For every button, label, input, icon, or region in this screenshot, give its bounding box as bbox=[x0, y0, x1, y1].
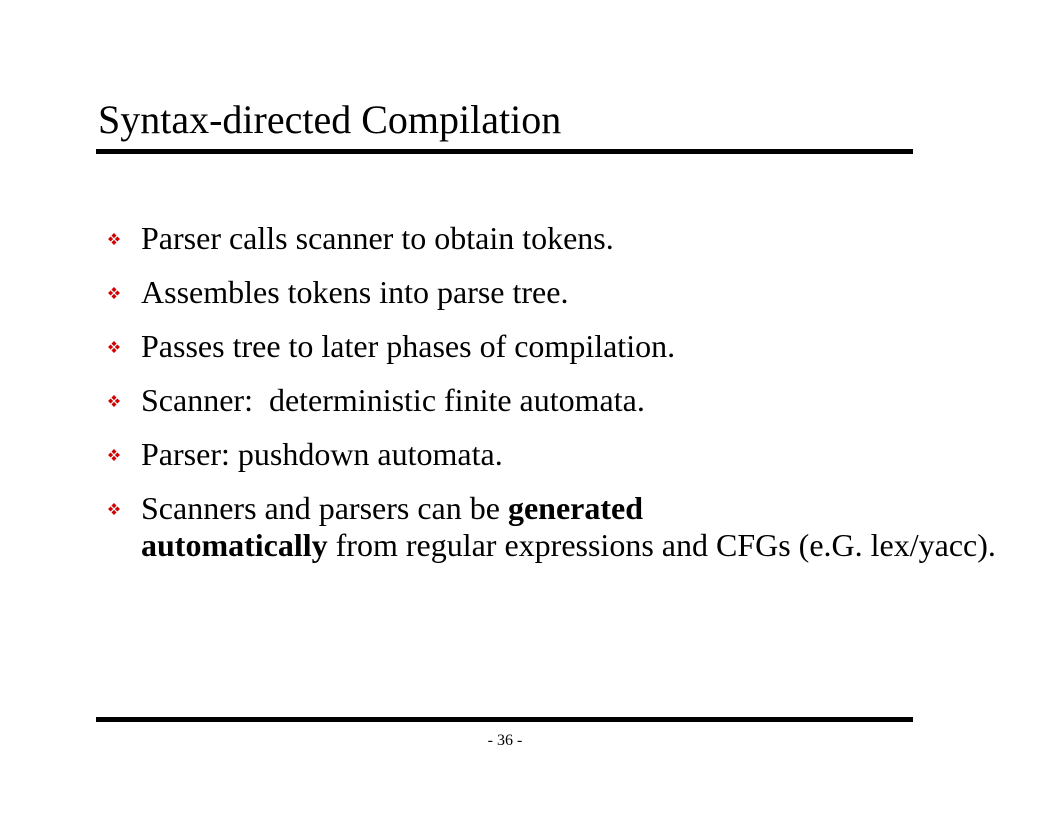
four-diamond-bullet-icon bbox=[108, 233, 120, 245]
slide-title: Syntax-directed Compilation bbox=[98, 97, 562, 142]
bullet-item bbox=[108, 382, 1028, 419]
four-diamond-bullet-icon bbox=[108, 503, 120, 515]
title-divider bbox=[96, 149, 913, 154]
bullet-text-bold-generated: generated bbox=[507, 490, 644, 526]
bullet-item bbox=[108, 328, 1028, 365]
page-number: - 36 - bbox=[487, 732, 523, 749]
bullet-item bbox=[108, 220, 1028, 257]
bullet-list bbox=[108, 220, 1028, 581]
bullet-text: Parser calls scanner to obtain tokens. bbox=[141, 220, 614, 256]
bullet-text-bold-automatically: automatically bbox=[141, 527, 328, 563]
bullet-text: Scanner: deterministic finite automata. bbox=[141, 382, 645, 418]
four-diamond-bullet-icon bbox=[108, 341, 120, 353]
bullet-text-pre: Scanners and parsers can be bbox=[141, 490, 508, 526]
bullet-item bbox=[108, 490, 1028, 564]
four-diamond-bullet-icon bbox=[108, 395, 120, 407]
bullet-text-post: from regular expressions and CFGs (e.G. lex/yacc). bbox=[327, 527, 996, 563]
bullet-item bbox=[108, 436, 1028, 473]
bullet-item bbox=[108, 274, 1028, 311]
bullet-text: Passes tree to later phases of compilation. bbox=[141, 328, 676, 364]
four-diamond-bullet-icon bbox=[108, 287, 120, 299]
bullet-text: Assembles tokens into parse tree. bbox=[141, 274, 569, 310]
four-diamond-bullet-icon bbox=[108, 449, 120, 461]
footer-divider bbox=[96, 717, 913, 722]
bullet-text: Parser: pushdown automata. bbox=[141, 436, 503, 472]
